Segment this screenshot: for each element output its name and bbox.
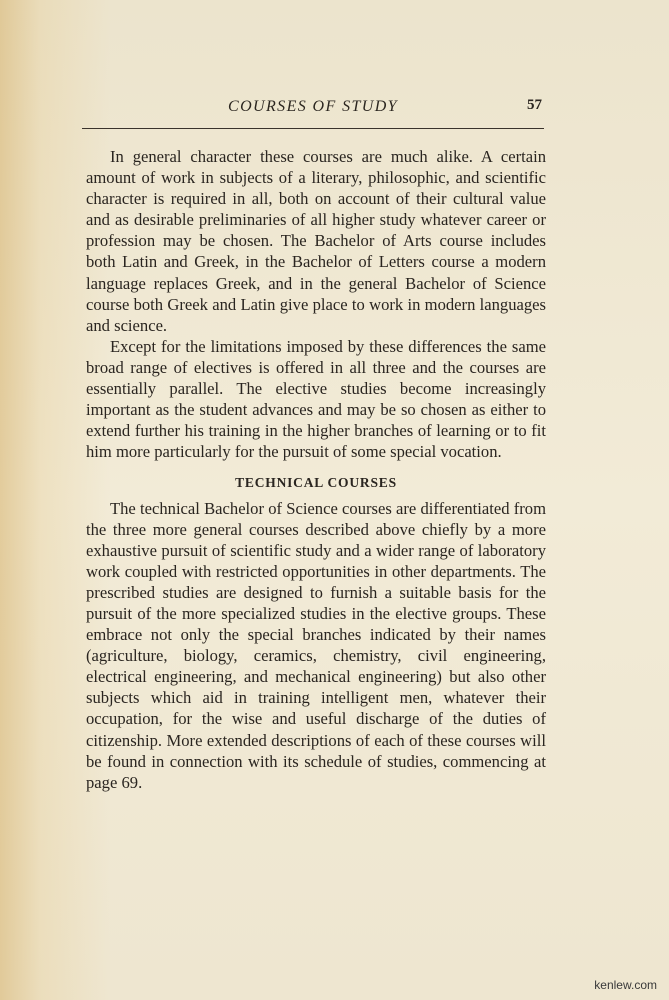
watermark: kenlew.com: [594, 978, 657, 992]
paragraph-general-character: In general character these courses are much alike. A certain amount of work in subjects of a literary, philosophic, and scientific character is required in all, both on account of their cultural value and as desirable preliminaries of all higher study whatever career or profession may be chosen. The Bachelor of Arts course includes both Latin and Greek, in the Bachelor of Letters course a modern language replaces Greek, and in the general Bachelor of Science course both Greek and Latin give place to work in modern languages and science.: [86, 147, 546, 335]
page-number: 57: [527, 97, 542, 113]
header-rule: [82, 128, 544, 129]
paragraph-electives: Except for the limitations imposed by these differences the same broad range of electives is offered in all three and the courses are essentially parallel. The elective studies become increasingly important as the student advances and may be so chosen as either to extend further his training in the higher branches of learning or to fit him more particularly for the pursuit of some special vocation.: [86, 336, 546, 462]
running-head: COURSES OF STUDY: [228, 98, 398, 115]
section-heading-technical-courses: TECHNICAL COURSES: [235, 475, 397, 491]
page-body: [86, 146, 546, 793]
page-header: [82, 96, 544, 120]
paragraph-technical-courses: The technical Bachelor of Science courses are differentiated from the three more general courses described above chiefly by a more exhaustive pursuit of scientific study and a wider range of laboratory work coupled with restricted opportunities in other departments. The prescribed studies are designed to furnish a suitable basis for the pursuit of the more specialized studies in the elective groups. These embrace not only the special branches indicated by their names (agriculture, biology, ceramics, chemistry, civil engineering, electrical engineering, and mechanical engineering) but also other subjects which aid in training intelligent men, whatever their occupation, for the wise and useful discharge of the duties of citizenship. More extended descriptions of each of these courses will be found in connection with its schedule of studies, commencing at page 69.: [86, 498, 546, 792]
